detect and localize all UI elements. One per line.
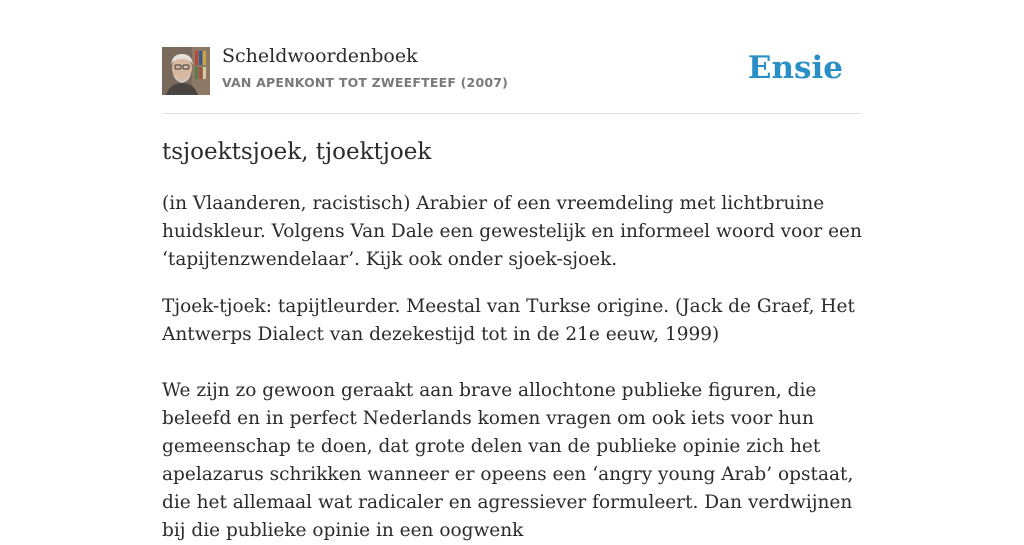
author-portrait-icon — [162, 47, 210, 95]
entry-paragraph-1: (in Vlaanderen, racistisch) Arabier of een vreemdeling met lichtbruine huidskleur. Volgens Van Dale een gewestelijk en informeel woord voor een ‘tapijtenzwendelaar’. Kijk ook onder sjoek-sjoek. — [162, 193, 862, 270]
content-container — [162, 0, 862, 541]
book-title[interactable]: VAN APENKONT TOT ZWEEFTEEF (2007) — [222, 75, 509, 90]
author-name[interactable]: Scheldwoordenboek — [222, 45, 418, 67]
author-avatar[interactable] — [162, 47, 210, 95]
entry-paragraph-2: Tjoek-tjoek: tapijtleurder. Meestal van Turkse origine. (Jack de Graef, Het Antwerps Dialect van dezekestijd tot in de 21e eeuw, 1999) — [162, 296, 855, 345]
entry-paragraph-3: We zijn zo gewoon geraakt aan brave allochtone publieke figuren, die beleefd en in perfect Nederlands komen vragen om ook iets voor hun gemeenschap te doen, dat grote delen van de publieke opinie zich het apelazarus schrikken wanneer er opeens een ‘angry young Arab’ opstaat, die het allemaal wat radicaler en agressiever formuleert. Dan verdwijnen bij die publieke opinie in een oogwenk — [162, 380, 854, 541]
ensie-logo[interactable]: Ensie — [747, 50, 843, 86]
entry-header — [162, 0, 862, 114]
entry-term: tsjoektsjoek, tjoektjoek — [162, 139, 432, 165]
